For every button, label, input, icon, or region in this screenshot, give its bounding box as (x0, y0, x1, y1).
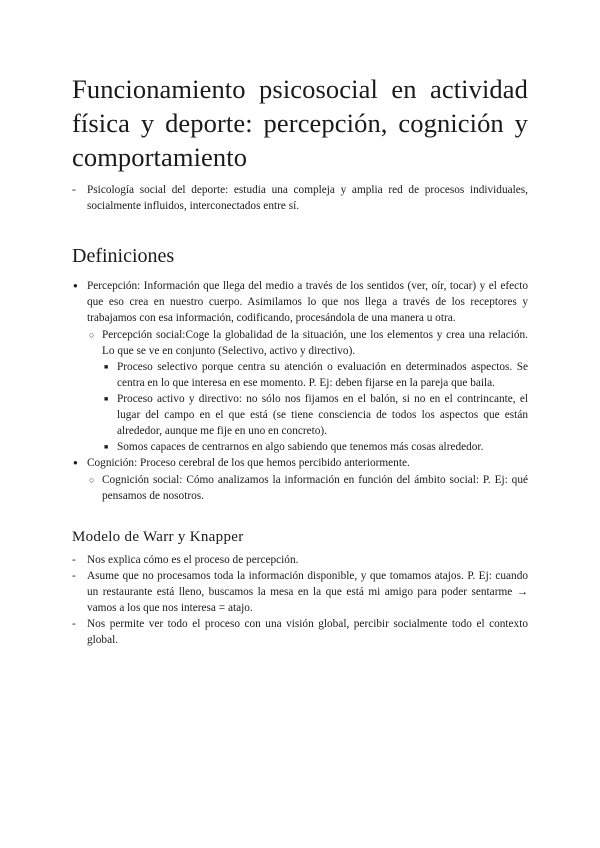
section-heading-definiciones: Definiciones (72, 245, 175, 267)
definitions-list (72, 278, 528, 504)
percepcion-social-item: ■ Proceso selectivo porque centra su atención o evaluación en determinados aspectos. Se centra en lo que interesa en ese momento. P. Ej: deben fijarse en la pareja que baila. (102, 359, 528, 391)
percepcion-social-sublist (102, 359, 528, 455)
section-heading-modelo: Modelo de Warr y Knapper (72, 529, 244, 545)
cognicion-sublist (87, 472, 528, 504)
modelo-item: - Asume que no procesamos toda la información disponible, y que tomamos atajos. P. Ej: cuando un restaurante está lleno, buscamos la mesa en la que está mi amigo para poder sentarme → vamos a los que nos interesa = atajo. (72, 568, 528, 616)
definition-cognicion-text: Cognición: Proceso cerebral de los que hemos percibido anteriormente. (87, 457, 410, 469)
modelo-item: - Nos explica cómo es el proceso de percepción. (72, 552, 528, 568)
modelo-list (72, 552, 528, 648)
percepcion-sublist (87, 327, 528, 455)
intro-item: - Psicología social del deporte: estudia una compleja y amplia red de procesos individuales, socialmente influidos, interconectados entre sí. (72, 182, 528, 214)
percepcion-social-item: ■ Proceso activo y directivo: no sólo nos fijamos en el balón, si no en el contrincante, el lugar del campo en el que está (se tiene consciencia de todos los aspectos que están alrededor, aunque me fije en uno en concreto). (102, 391, 528, 439)
modelo-item: - Nos permite ver todo el proceso con una visión global, percibir socialmente todo el contexto global. (72, 616, 528, 648)
document-page (72, 72, 528, 648)
definition-percepcion-text: Percepción: Información que llega del medio a través de los sentidos (ver, oír, tocar) y el efecto que eso crea en nuestro cuerpo. Asimilamos lo que nos llega a través de los receptores y trabajamos con esa información, codificando, procesándola de una manera u otra. (87, 280, 528, 324)
definition-percepcion (72, 278, 528, 455)
document-title: Funcionamiento psicosocial en actividad física y deporte: percepción, cognición y comportamiento (72, 74, 528, 172)
definition-cognicion-social: ○ Cognición social: Cómo analizamos la información en función del ámbito social: P. Ej: qué pensamos de nosotros. (87, 472, 528, 504)
definition-percepcion-social (87, 327, 528, 455)
percepcion-social-text: Percepción social:Coge la globalidad de la situación, une los elementos y crea una relación. Lo que se ve en conjunto (Selectivo, activo y directivo). (102, 329, 528, 357)
percepcion-social-item: ■ Somos capaces de centrarnos en algo sabiendo que tenemos más cosas alrededor. (102, 439, 528, 455)
definition-cognicion (72, 455, 528, 504)
intro-list (72, 182, 528, 214)
